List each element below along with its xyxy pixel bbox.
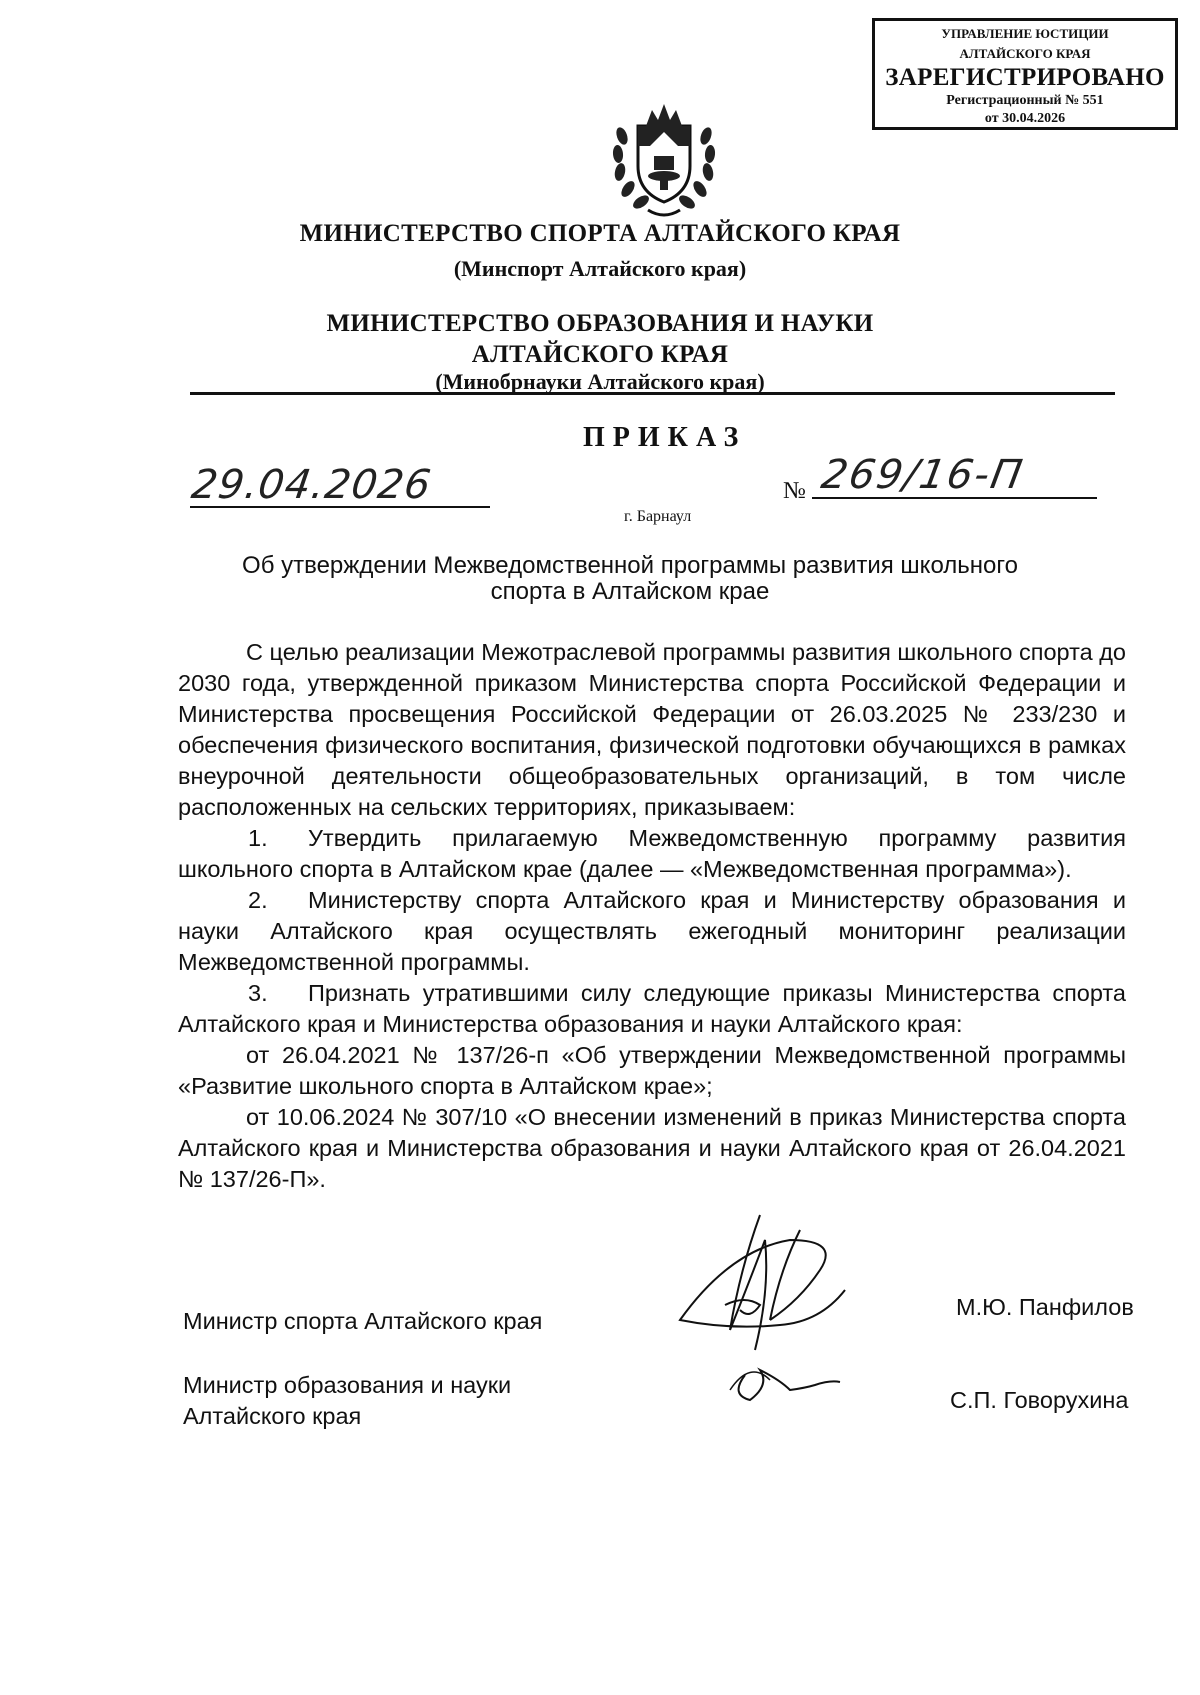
edu-minister-title-line1: Министр образования и науки [183, 1372, 512, 1398]
order-body [178, 637, 1126, 1195]
item-text: Признать утратившими силу следующие приказы Министерства спорта Алтайского края и Министерства образования и науки Алтайского края: [178, 980, 1126, 1037]
repealed-order-2: от 10.06.2024 № 307/10 «О внесении изменений в приказ Министерства спорта Алтайского края и Министерства образования и науки Алтайского края от 26.04.2021 № 137/26-П». [178, 1104, 1126, 1192]
order-item-1 [178, 823, 1126, 885]
item-text: Министерству спорта Алтайского края и Министерству образования и науки Алтайского края осуществлять ежегодный мониторинг реализации Межведомственной программы. [178, 887, 1126, 975]
header-divider [190, 392, 1115, 395]
order-number-label: № [783, 478, 806, 504]
order-number: 269/16-П [817, 452, 1028, 498]
preamble-paragraph: С целью реализации Межотраслевой программы развития школьного спорта до 2030 года, утвержденной приказом Министерства спорта Российской Федерации и Министерства просвещения Российской Федерации от 26.03.2025 № 233/230 и обеспечения физического воспитания, физической подготовки обучающихся в рамках внеурочной деятельности общеобразовательных организаций, в том числе расположенных на сельских территориях, приказываем: [178, 639, 1126, 820]
stamp-status: ЗАРЕГИСТРИРОВАНО [885, 64, 1165, 91]
edu-minister-title-line2: Алтайского края [183, 1403, 362, 1429]
item-number: 2. [248, 887, 268, 913]
order-title-line2: спорта в Алтайском крае [490, 578, 770, 605]
ministry-education-line2: АЛТАЙСКОГО КРАЯ [471, 341, 729, 368]
number-underline [812, 497, 1097, 499]
ministry-education-line1: МИНИСТЕРСТВО ОБРАЗОВАНИЯ И НАУКИ [326, 310, 874, 337]
stamp-reg-number: Регистрационный № 551 [946, 93, 1104, 108]
repealed-order-1: от 26.04.2021 № 137/26-п «Об утверждении Межведомственной программы «Развитие школьного спорта в Алтайском крае»; [178, 1042, 1126, 1099]
order-item-2 [178, 885, 1126, 978]
ministry-sport-short: (Минспорт Алтайского края) [453, 256, 747, 281]
ministry-sport-name: МИНИСТЕРСТВО СПОРТА АЛТАЙСКОГО КРАЯ [299, 220, 901, 247]
coat-of-arms-icon [608, 96, 720, 224]
order-type: ПРИКАЗ [583, 422, 747, 453]
order-city: г. Барнаул [624, 508, 692, 525]
registration-stamp [872, 18, 1178, 130]
sport-minister-title: Министр спорта Алтайского края [183, 1308, 543, 1334]
edu-minister-name: С.П. Говорухина [950, 1387, 1129, 1413]
item-text: Утвердить прилагаемую Межведомственную программу развития школьного спорта в Алтайском крае (далее — «Межведомственная программа»). [178, 825, 1126, 882]
stamp-reg-date: от 30.04.2026 [984, 111, 1066, 126]
stamp-org-line1: УПРАВЛЕНИЕ ЮСТИЦИИ [941, 26, 1109, 41]
item-number: 3. [248, 980, 268, 1006]
stamp-org-line2: АЛТАЙСКОГО КРАЯ [959, 46, 1091, 61]
order-title-line1: Об утверждении Межведомственной программы развития школьного [242, 552, 1018, 579]
date-underline [190, 506, 490, 508]
item-number: 1. [248, 825, 268, 851]
order-date: 29.04.2026 [188, 462, 435, 508]
order-title [230, 553, 1030, 605]
order-item-3 [178, 978, 1126, 1040]
sport-minister-name: М.Ю. Панфилов [956, 1294, 1134, 1320]
ministry-education-short: (Минобрнауки Алтайского края) [435, 369, 765, 394]
handwritten-signature-icon [670, 1210, 890, 1430]
